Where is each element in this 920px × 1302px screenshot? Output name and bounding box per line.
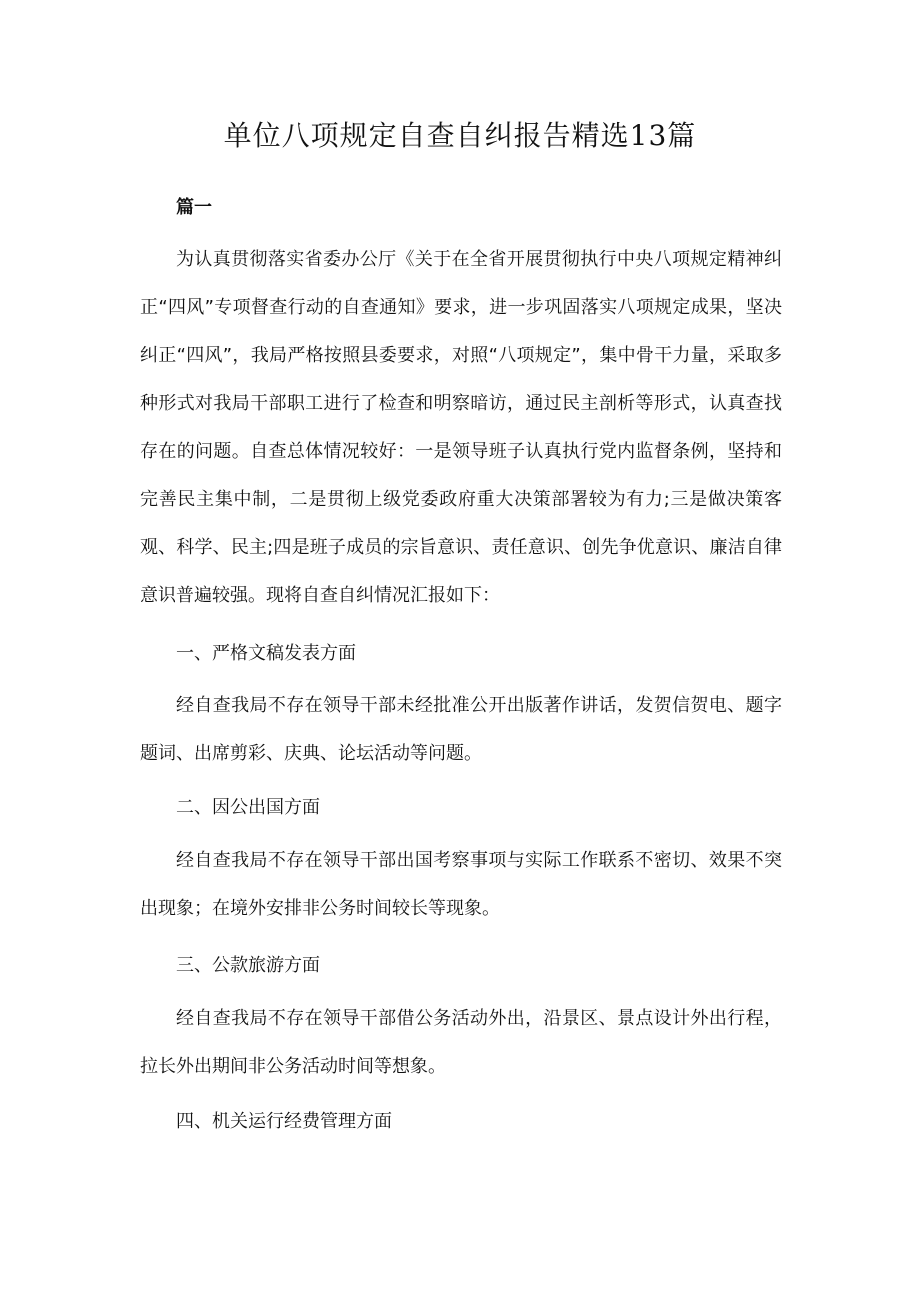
subsection-heading-4: 四、机关运行经费管理方面: [176, 1111, 392, 1132]
subsection-heading-2: 二、因公出国方面: [176, 797, 320, 818]
intro-paragraph: 为认真贯彻落实省委办公厅《关于在全省开展贯彻执行中央八项规定精神纠正“四风”专项督查行动的自查通知》要求，进一步巩固落实八项规定成果，坚决纠正“四风”，我局严格按照县委要求，对照“八项规定”，集中骨干力量，采取多种形式对我局干部职工进行了检查和明察暗访，通过民主剖析等形式，认真查找存在的问题。自查总体情况较好：一是领导班子认真执行党内监督条例，坚持和完善民主集中制，二是贯彻上级党委政府重大决策部署较为有力;三是做决策客观、科学、民主;四是班子成员的宗旨意识、责任意识、创先争优意识、廉洁自律意识普遍较强。现将自查自纠情况汇报如下：: [140, 249, 782, 606]
subsection-body-3: 经自查我局不存在领导干部借公务活动外出，沿景区、景点设计外出行程，拉长外出期间非公务活动时间等想象。: [140, 1008, 782, 1077]
subsection-body-2: 经自查我局不存在领导干部出国考察事项与实际工作联系不密切、效果不突出现象；在境外安排非公务时间较长等现象。: [140, 850, 782, 919]
section-title: 篇一: [176, 197, 212, 218]
subsection-heading-3: 三、公款旅游方面: [176, 955, 320, 976]
document-title: 单位八项规定自查自纠报告精选13篇: [223, 119, 697, 152]
subsection-heading-1: 一、严格文稿发表方面: [176, 643, 356, 664]
subsection-body-1: 经自查我局不存在领导干部未经批准公开出版著作讲话，发贺信贺电、题字题词、出席剪彩、庆典、论坛活动等问题。: [140, 695, 782, 764]
